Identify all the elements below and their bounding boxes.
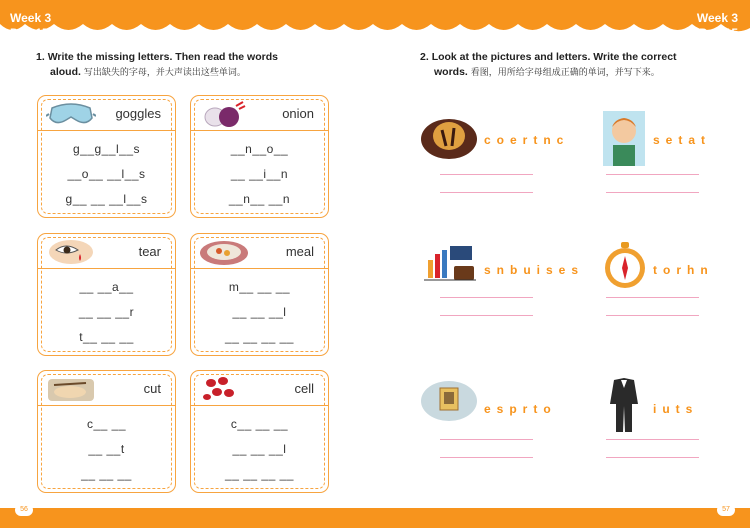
blank-line[interactable]: __ __ __ __ xyxy=(225,467,294,481)
business-icon xyxy=(420,244,478,286)
writing-line[interactable] xyxy=(606,457,699,458)
blank-line[interactable]: __ __ __ __ xyxy=(225,330,294,344)
writing-line[interactable] xyxy=(606,192,699,193)
writing-line[interactable] xyxy=(606,297,699,298)
page-number-right: 57 xyxy=(717,504,735,516)
scrambled-letters: setat xyxy=(653,133,712,147)
scrambled-letters: iuts xyxy=(653,402,699,416)
blank-line[interactable]: __ __ __r xyxy=(78,305,135,319)
blank-line[interactable]: __ __ __l xyxy=(232,442,287,456)
writing-line[interactable] xyxy=(606,439,699,440)
blank-line[interactable]: __ __a__ xyxy=(79,280,134,294)
blank-line[interactable]: __n__ __n xyxy=(228,192,291,206)
part2-instruction: 2. Look at the pictures and letters. Write the correct words. 看图，用所给字母组成正确的单词，并写下来。 xyxy=(420,51,677,78)
suit-icon xyxy=(608,376,640,432)
word-card-cut xyxy=(37,370,176,493)
scrambled-letters: snbuises xyxy=(484,263,585,277)
word-card-onion xyxy=(190,95,329,218)
page-number-left: 56 xyxy=(15,504,33,516)
blank-line[interactable]: __ __ __l xyxy=(232,305,287,319)
writing-line[interactable] xyxy=(606,174,699,175)
cell-icon xyxy=(199,375,249,403)
week-day-label-right: Week 3 Day 15 xyxy=(696,11,738,40)
card-word: goggles xyxy=(115,106,161,121)
writing-line[interactable] xyxy=(440,297,533,298)
writing-line[interactable] xyxy=(440,439,533,440)
writing-line[interactable] xyxy=(440,315,533,316)
card-word: meal xyxy=(285,244,314,259)
week-day-label-left: Week 3 Day 15 xyxy=(10,11,52,40)
writing-line[interactable] xyxy=(440,192,533,193)
scrambled-letters: torhn xyxy=(653,263,714,277)
writing-line[interactable] xyxy=(440,174,533,175)
scrambled-letters: coertnc xyxy=(484,133,570,147)
top-banner xyxy=(0,0,750,44)
card-word: tear xyxy=(138,244,161,259)
blank-line[interactable]: m__ __ __ xyxy=(228,280,291,294)
tear-icon xyxy=(46,238,96,266)
writing-line[interactable] xyxy=(606,315,699,316)
scrambled-letters: esprto xyxy=(484,402,557,416)
card-word: cut xyxy=(143,381,161,396)
blank-line[interactable]: __ __ __ xyxy=(81,467,132,481)
blank-line[interactable]: t__ __ __ xyxy=(79,330,134,344)
word-card-cell xyxy=(190,370,329,493)
blank-line[interactable]: __ __i__n xyxy=(230,167,289,181)
word-card-tear xyxy=(37,233,176,356)
blank-line[interactable]: g__g__l__s xyxy=(72,142,141,156)
bottom-banner xyxy=(0,508,750,528)
blank-line[interactable]: c__ __ __ xyxy=(230,417,289,431)
blank-line[interactable]: __o__ __l__s xyxy=(67,167,146,181)
word-card-goggles xyxy=(37,95,176,218)
goggles-icon xyxy=(46,100,96,128)
taste-icon xyxy=(603,111,645,166)
blank-line[interactable]: __ __t xyxy=(88,442,125,456)
compass-icon xyxy=(603,242,647,290)
word-card-meal xyxy=(190,233,329,356)
part1-instruction: 1. Write the missing letters. Then read the words aloud. 写出缺失的字母，并大声读出这些单词。 xyxy=(36,51,278,78)
blank-line[interactable]: c__ __ xyxy=(86,417,127,431)
cut-icon xyxy=(46,375,96,403)
writing-line[interactable] xyxy=(440,457,533,458)
poster-icon xyxy=(420,380,478,422)
card-word: onion xyxy=(282,106,314,121)
concert-icon xyxy=(420,118,478,160)
onion-icon xyxy=(199,100,249,128)
meal-icon xyxy=(199,238,249,266)
blank-line[interactable]: g__ __ __l__s xyxy=(65,192,148,206)
card-word: cell xyxy=(294,381,314,396)
blank-line[interactable]: __n__o__ xyxy=(230,142,289,156)
